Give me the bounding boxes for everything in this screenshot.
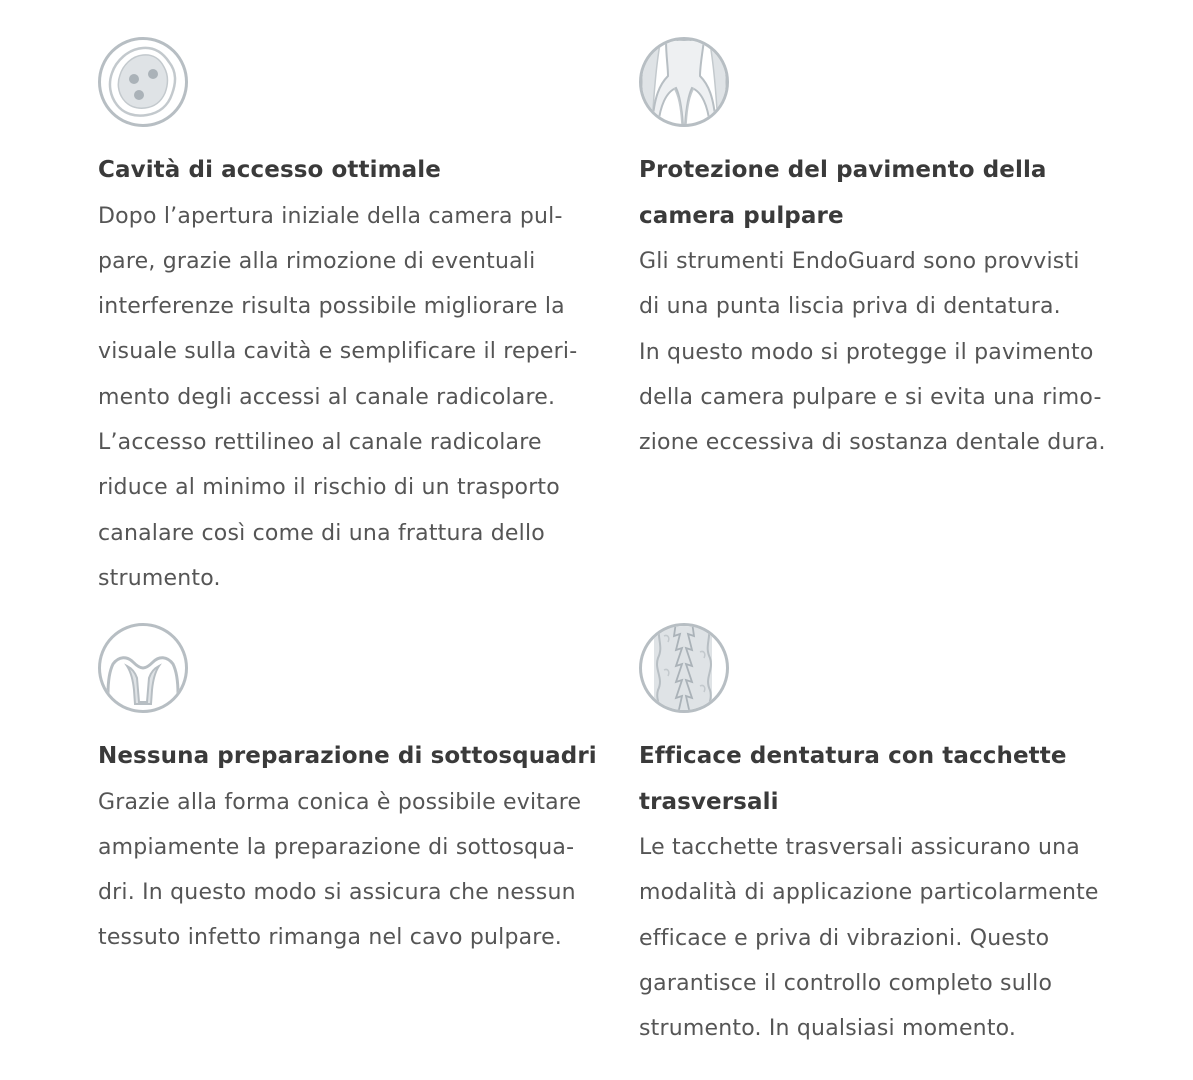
- feature-title: Cavità di accesso ottimale: [98, 157, 441, 183]
- feature-title: Efficace dentatura con tacchette trasversali: [639, 743, 1067, 815]
- feature-text: Le tacchette trasversali assicurano una modalità di applicazione particolarmente efficace e priva di vibrazioni. Questo garantisce il controllo completo sullo strumento. In qualsiasi momento.: [639, 835, 1099, 1042]
- feature-conical-preparation: [98, 622, 598, 961]
- pulp-floor-icon: [638, 36, 730, 128]
- feature-title: Nessuna preparazione di sottosquadri: [98, 743, 597, 769]
- feature-text: Grazie alla forma conica è possibile evitare ampiamente la preparazione di sottosqua- dri. In questo modo si assicura che nessun tessuto infetto rimanga nel cavo pulpare.: [98, 789, 582, 951]
- feature-title: Protezione del pavimento della camera pulpare: [639, 157, 1047, 229]
- feature-text: Dopo l’apertura iniziale della camera pul- pare, grazie alla rimozione di eventuali interferenze risulta possibile migliorare la visuale sulla cavità e semplificare il reperi- mento degli accessi al canale radicolare. L’accesso rettilineo al canale radicolare riduce al minimo il rischio di un trasporto canalare così come di una frattura dello strumento.: [98, 203, 578, 591]
- conical-preparation-icon: [97, 622, 189, 714]
- feature-text: Gli strumenti EndoGuard sono provvisti di una punta liscia priva di dentatura. In questo modo si protegge il pavimento della camera pulpare e si evita una rimo- zione eccessiva di sostanza dentale dura.: [639, 249, 1106, 456]
- feature-cross-notch-cutting: [639, 622, 1139, 1051]
- cross-notch-cutting-icon: [638, 622, 730, 714]
- feature-access-cavity: [98, 36, 598, 601]
- feature-pulp-floor: [639, 36, 1139, 465]
- access-cavity-icon: [97, 36, 189, 128]
